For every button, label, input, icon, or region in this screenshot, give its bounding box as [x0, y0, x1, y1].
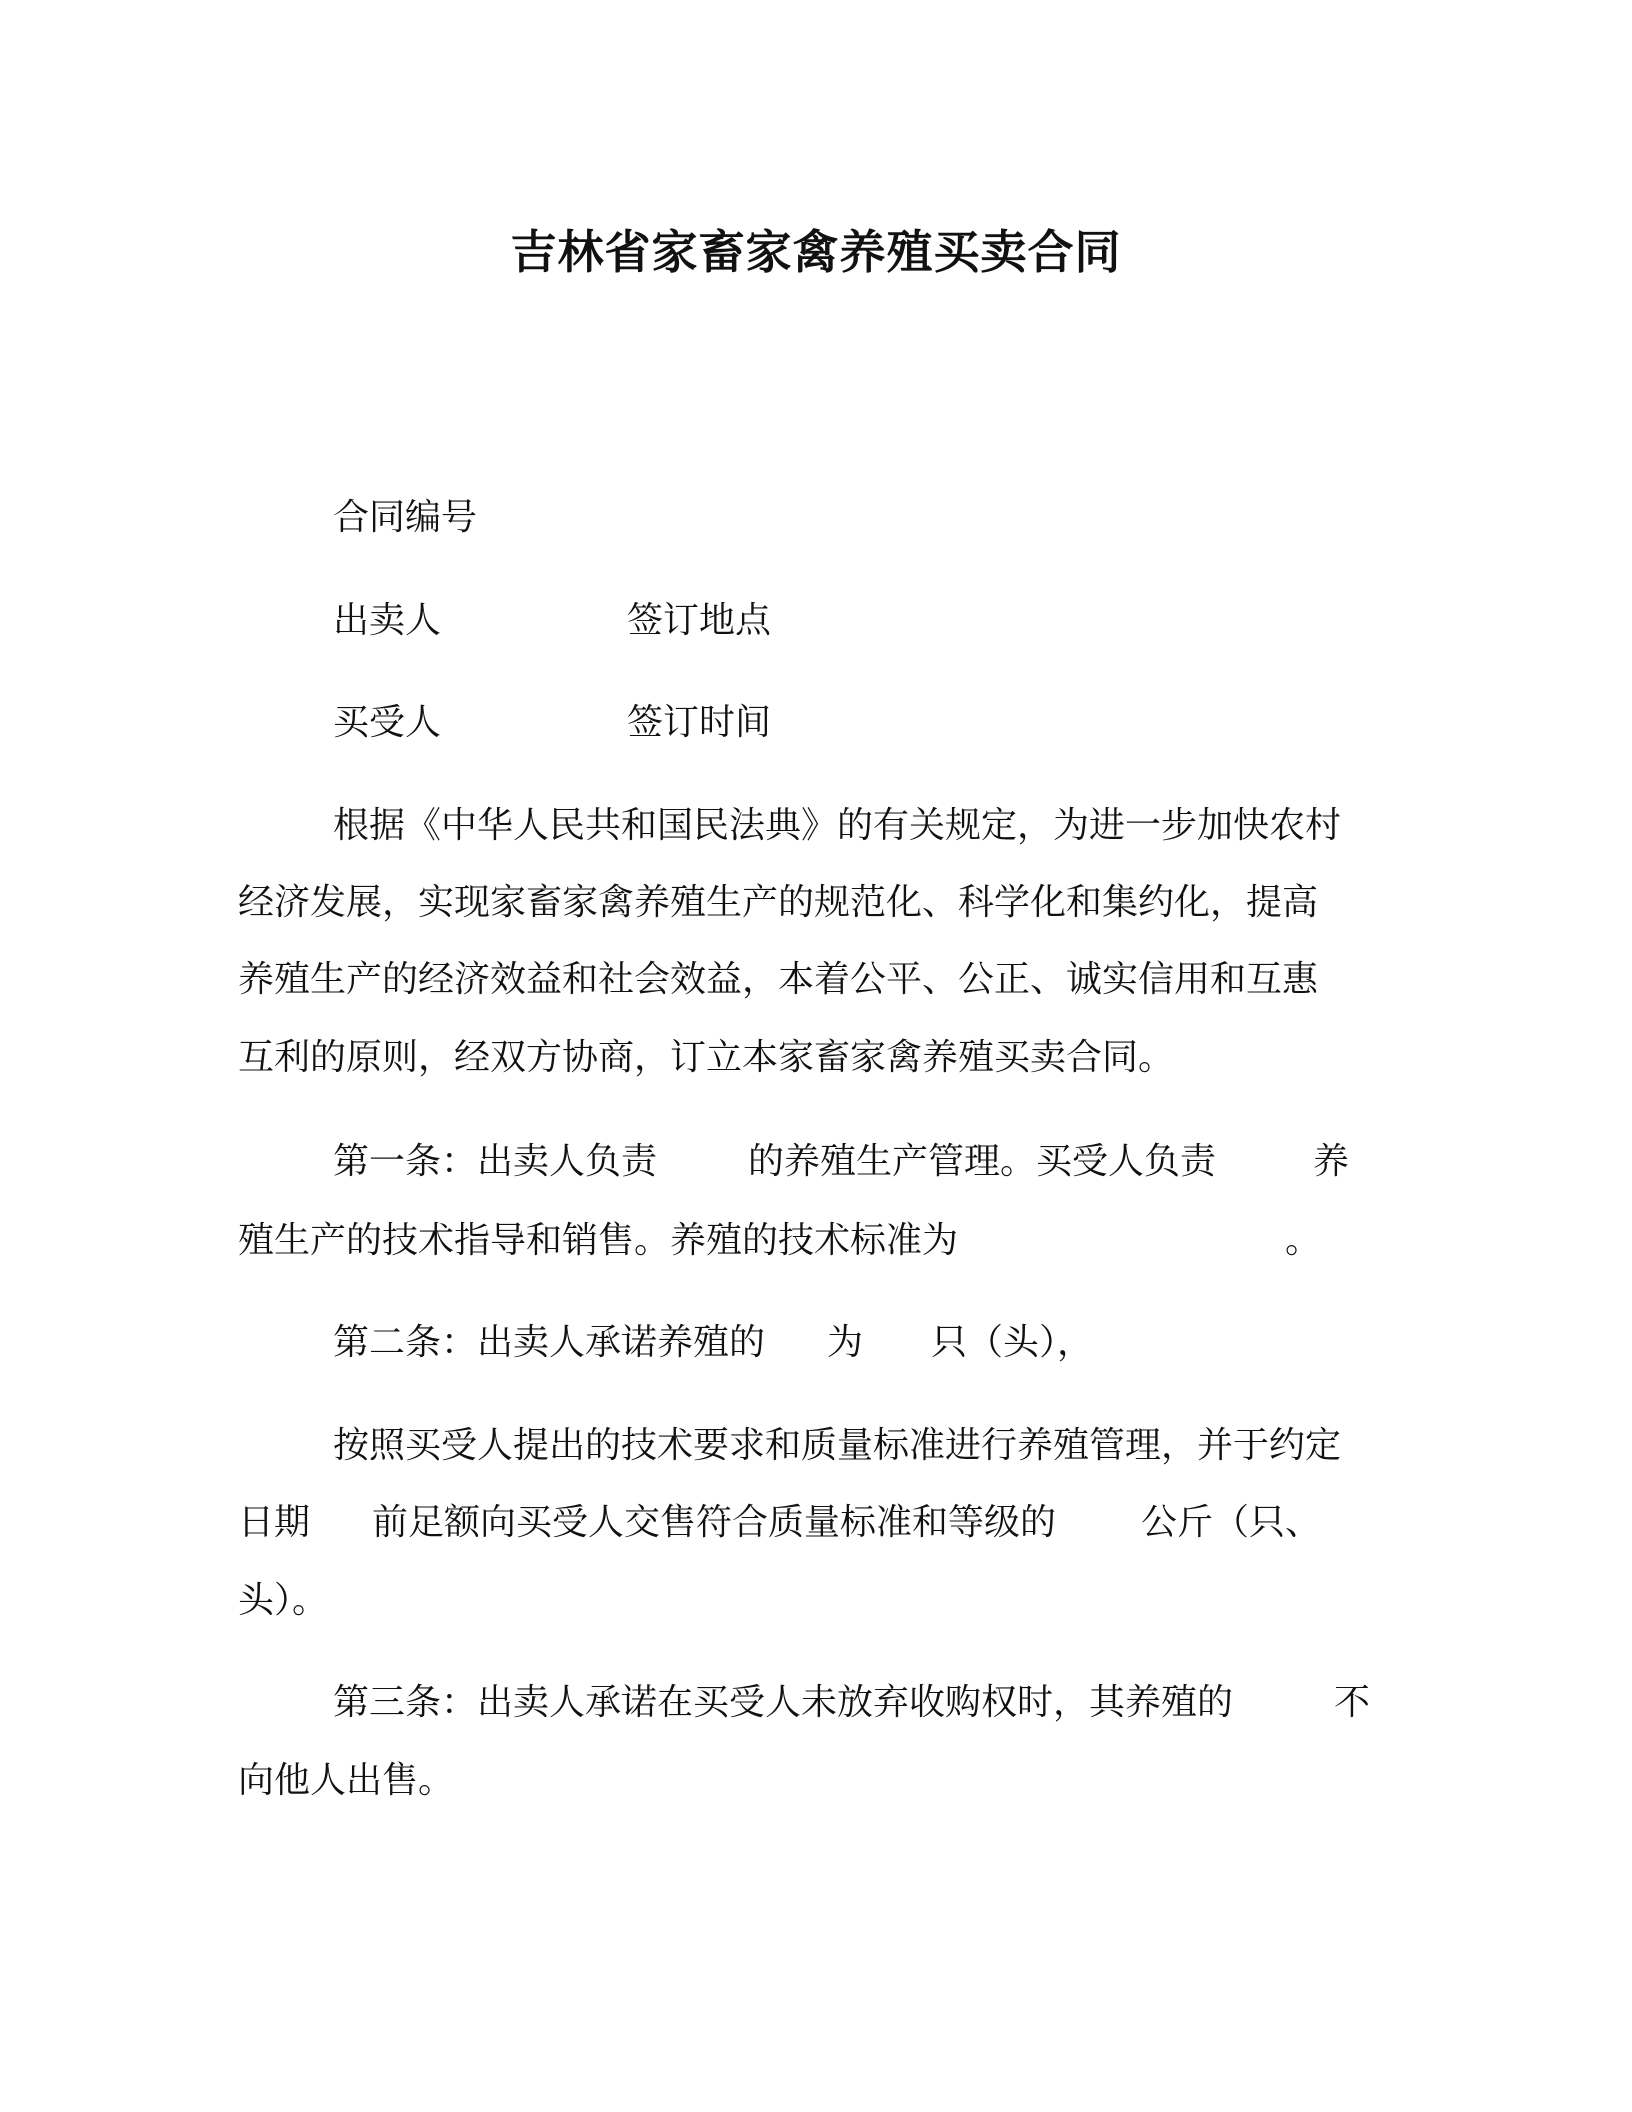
sign-place-label: 签订地点: [627, 600, 772, 641]
preamble-line-2: 经济发展，实现家畜家禽养殖生产的规范化、科学化和集约化，提高: [238, 882, 1319, 923]
contract-no-label: 合同编号: [333, 497, 478, 538]
article-1-part-4: 殖生产的技术指导和销售。养殖的技术标准为: [238, 1220, 959, 1261]
sign-time-label: 签订时间: [627, 702, 772, 743]
article-2-cont-part-4: 公斤（只、: [1141, 1502, 1322, 1543]
article-2-part-3: 只（头），: [931, 1322, 1094, 1363]
article-3-part-2: 不: [1334, 1682, 1371, 1723]
preamble-line-3: 养殖生产的经济效益和社会效益，本着公平、公正、诚实信用和互惠: [238, 959, 1319, 1000]
article-2-cont-part-3: 前足额向买受人交售符合质量标准和等级的: [372, 1502, 1057, 1543]
article-3-part-3: 向他人出售。: [238, 1760, 455, 1801]
article-1-part-2: 的养殖生产管理。买受人负责: [748, 1141, 1217, 1182]
article-2-part-2: 为: [827, 1322, 864, 1363]
article-1-part-5: 。: [1285, 1220, 1322, 1261]
preamble-line-4: 互利的原则，经双方协商，订立本家畜家禽养殖买卖合同。: [238, 1037, 1175, 1078]
article-2-part-1: 第二条：出卖人承诺养殖的: [333, 1322, 766, 1363]
article-2-cont-part-1: 按照买受人提出的技术要求和质量标准进行养殖管理，并于约定: [333, 1425, 1342, 1466]
article-3-part-1: 第三条：出卖人承诺在买受人未放弃收购权时，其养殖的: [333, 1682, 1234, 1723]
buyer-label: 买受人: [333, 702, 442, 743]
preamble-line-1: 根据《中华人民共和国民法典》的有关规定，为进一步加快农村: [333, 805, 1342, 846]
article-1-part-3: 养: [1313, 1141, 1350, 1182]
article-1-part-1: 第一条：出卖人负责: [333, 1141, 658, 1182]
article-2-cont-part-5: 头）。: [238, 1580, 329, 1621]
seller-label: 出卖人: [333, 600, 442, 641]
article-2-cont-part-2: 日期: [238, 1502, 311, 1543]
document-title: 吉林省家畜家禽养殖买卖合同: [510, 225, 1122, 279]
